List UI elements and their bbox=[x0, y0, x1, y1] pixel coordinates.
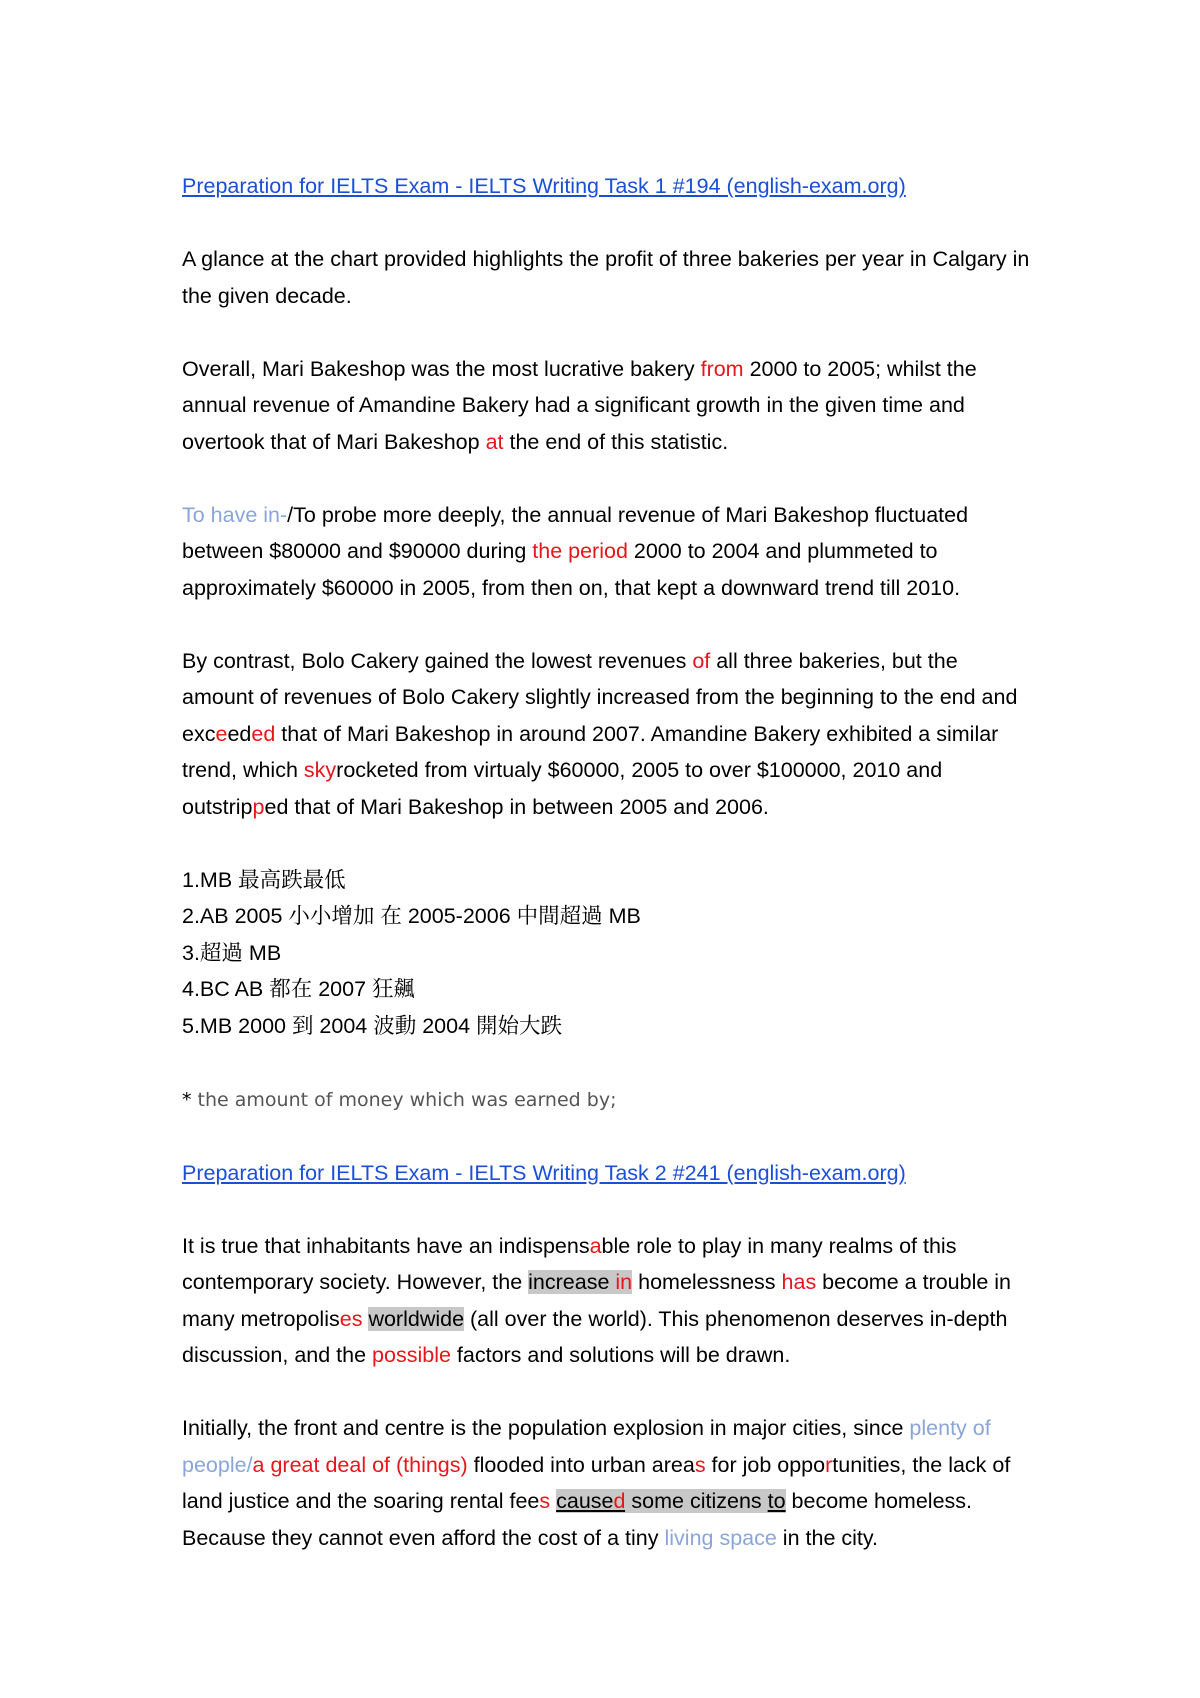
text-run: homelessness bbox=[632, 1270, 782, 1294]
correction-text: ed bbox=[251, 721, 276, 746]
overview-paragraph bbox=[182, 351, 1032, 461]
text-run: for job oppo bbox=[705, 1452, 826, 1477]
task1-source-link[interactable]: Preparation for IELTS Exam - IELTS Writing Task 1 #194 (english-exam.org) bbox=[182, 174, 906, 198]
correction-text: the period bbox=[532, 539, 628, 563]
correction-text: es bbox=[339, 1306, 363, 1331]
document-body bbox=[182, 168, 1032, 1556]
list-item: 4.BC AB 都在 2007 狂飆 bbox=[182, 977, 416, 1001]
correction-text: of bbox=[692, 648, 711, 673]
text-run: flooded into urban area bbox=[467, 1452, 695, 1477]
highlighted-phrase: some citizens bbox=[625, 1489, 768, 1513]
correction-text: s bbox=[539, 1489, 551, 1513]
vocabulary-note bbox=[182, 1081, 1032, 1119]
text-run: By contrast, Bolo Cakery gained the lowest revenues bbox=[182, 648, 693, 673]
text-run: Initially, the front and centre is the population explosion in major cities, since bbox=[182, 1416, 910, 1440]
essay-body-paragraph bbox=[182, 1410, 1032, 1556]
intro-paragraph: A glance at the chart provided highlights the profit of three bakeries per year in Calgary in the given decade. bbox=[182, 247, 1030, 308]
correction-text: a great deal of (things) bbox=[252, 1452, 468, 1477]
text-run: ble role to play in many realms of this contemporary society. However, the bbox=[182, 1233, 957, 1294]
correction-text: r bbox=[825, 1452, 833, 1477]
text-run: (all over the world). This phenomenon deserves in-depth discussion, and the bbox=[182, 1306, 1008, 1367]
text-run: become a trouble in many metropolis bbox=[182, 1270, 1012, 1331]
suggestion-text: To have in- bbox=[182, 502, 288, 527]
correction-text: possible bbox=[372, 1343, 451, 1367]
task2-link-paragraph bbox=[182, 1155, 1032, 1192]
note-text: the amount of money which was earned by; bbox=[191, 1088, 617, 1111]
task2-source-link[interactable]: Preparation for IELTS Exam - IELTS Writing Task 2 #241 (english-exam.org) bbox=[182, 1160, 906, 1185]
detail-paragraph-mari bbox=[182, 497, 1032, 607]
correction-text: s bbox=[694, 1452, 706, 1477]
highlighted-phrase: to bbox=[767, 1489, 786, 1513]
text-run: factors and solutions will be drawn. bbox=[450, 1343, 791, 1367]
text-run: the end of this statistic. bbox=[503, 429, 729, 454]
list-item: 3.超過 MB bbox=[182, 940, 282, 965]
text-run: all three bakeries, but the amount of revenues of Bolo Cakery slightly increased from the beginning to the end and exc bbox=[182, 648, 1018, 746]
correction-text: sky bbox=[303, 758, 337, 782]
asterisk: * bbox=[182, 1088, 192, 1111]
correction-text: a bbox=[589, 1233, 602, 1258]
correction-text: p bbox=[252, 794, 265, 819]
text-run: ed that of Mari Bakeshop in between 2005 and 2006. bbox=[264, 794, 769, 819]
highlighted-phrase bbox=[528, 1270, 632, 1294]
suggestion-text: living space bbox=[664, 1525, 777, 1550]
list-item: 2.AB 2005 小小增加 在 2005-2006 中間超過 MB bbox=[182, 904, 641, 928]
correction-text: has bbox=[781, 1270, 817, 1294]
highlighted-phrase: worldwide bbox=[368, 1306, 465, 1331]
correction-text: d bbox=[613, 1489, 626, 1513]
text-run: that of Mari Bakeshop in around 2007. Amandine Bakery exhibited a similar trend, which bbox=[182, 721, 999, 782]
detail-paragraph-bolo-amandine bbox=[182, 643, 1032, 826]
text-run: in the city. bbox=[776, 1525, 878, 1550]
essay-intro-paragraph bbox=[182, 1228, 1032, 1374]
text-run: ed bbox=[227, 721, 252, 746]
task1-link-paragraph bbox=[182, 168, 1032, 205]
list-item: 5.MB 2000 到 2004 波動 2004 開始大跌 bbox=[182, 1013, 563, 1038]
highlighted-phrase bbox=[556, 1489, 625, 1513]
text-run: rocketed from virtualy $60000, 2005 to over $100000, 2010 and outstrip bbox=[182, 758, 943, 819]
correction-text: e bbox=[215, 721, 228, 746]
correction-text: from bbox=[700, 356, 744, 381]
text-run: tunities, the lack of land justice and the soaring rental fee bbox=[182, 1452, 1011, 1513]
text-run: It is true that inhabitants have an indispens bbox=[182, 1233, 590, 1258]
text-run: become homeless. Because they cannot even afford the cost of a tiny bbox=[182, 1489, 973, 1550]
text-run: Overall, Mari Bakeshop was the most lucrative bakery bbox=[182, 356, 701, 381]
text-run: 2000 to 2005; whilst the annual revenue of Amandine Bakery had a significant growth in the given time and overtook that of Mari Bakeshop bbox=[182, 356, 977, 454]
suggestion-text: plenty of people/ bbox=[182, 1416, 991, 1477]
chinese-notes-list bbox=[182, 862, 1032, 1045]
correction-text: at bbox=[485, 429, 504, 454]
text-run: /To probe more deeply, the annual revenue of Mari Bakeshop fluctuated between $80000 and $90000 during bbox=[182, 502, 969, 563]
text-run: increase bbox=[528, 1270, 616, 1294]
list-item: 1.MB 最高跌最低 bbox=[182, 867, 346, 892]
text-run: 2000 to 2004 and plummeted to approximately $60000 in 2005, from then on, that kept a downward trend till 2010. bbox=[182, 539, 961, 600]
text-run: cause bbox=[556, 1489, 614, 1513]
correction-text: in bbox=[615, 1270, 633, 1294]
